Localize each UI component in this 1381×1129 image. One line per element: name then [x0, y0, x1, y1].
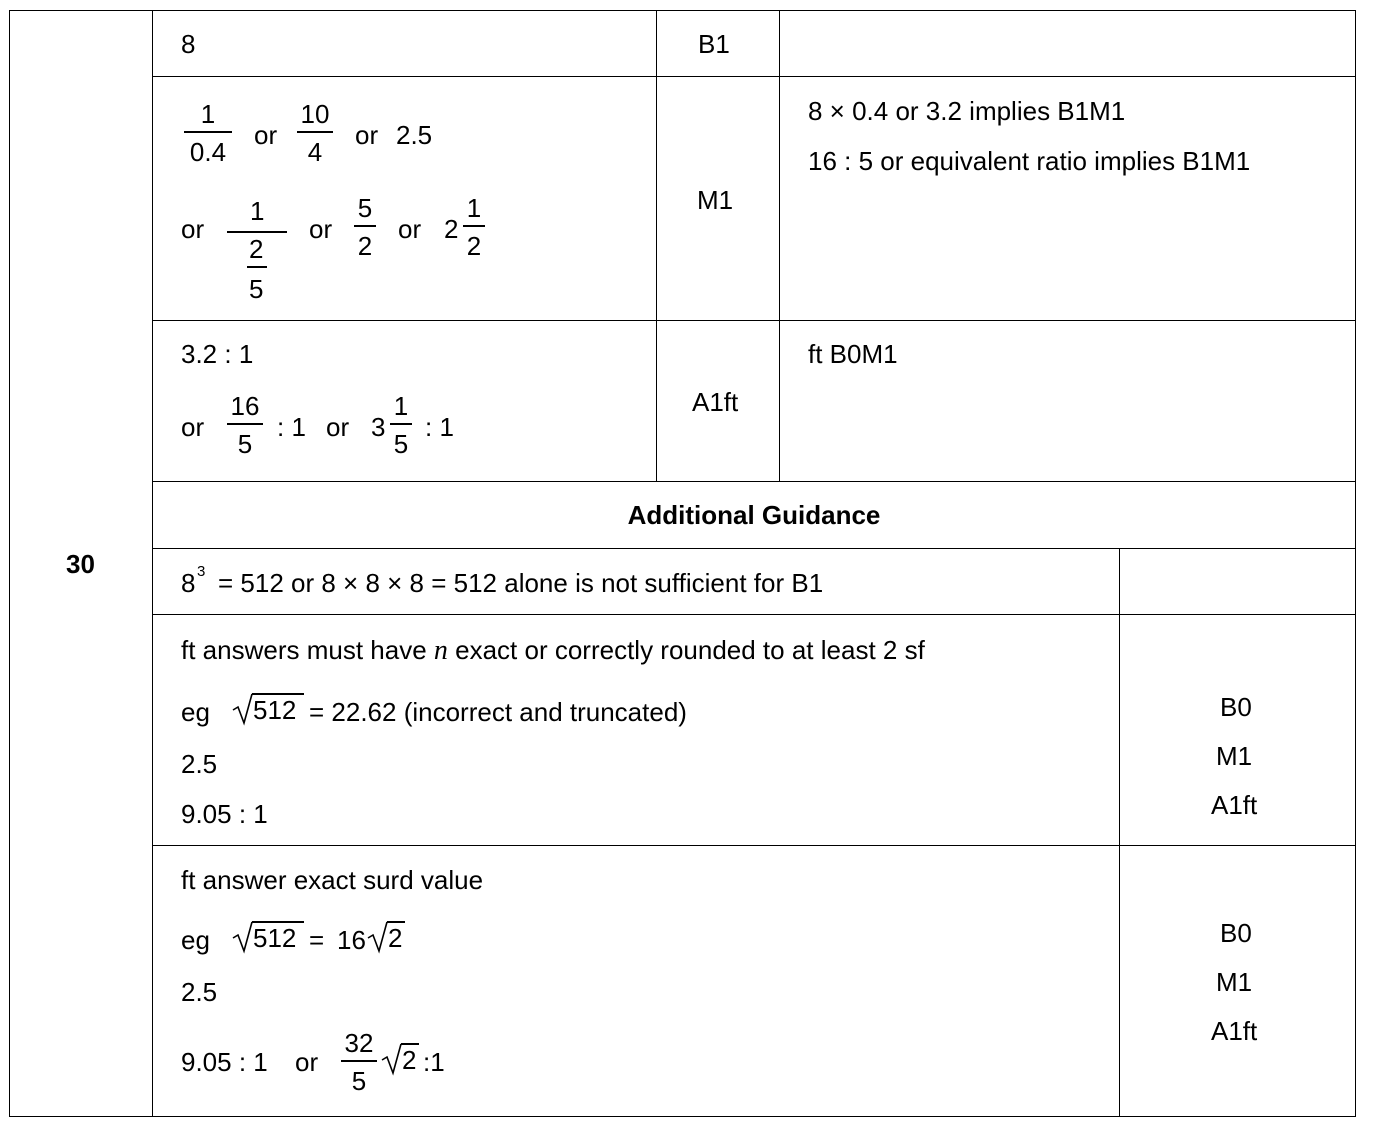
- additional-guidance-heading: Additional Guidance: [627, 500, 881, 530]
- divider-question: [152, 10, 153, 1117]
- fraction-32-over-5: 32 5: [341, 1030, 377, 1094]
- row-line-6: [152, 845, 1356, 846]
- row-line-2: [152, 320, 1356, 321]
- row-line-3: [152, 481, 1356, 482]
- fraction-10-over-4: 10 4: [297, 101, 333, 165]
- row1-answer: 8: [181, 29, 196, 59]
- fraction-1-over-0.4: 1 0.4: [184, 101, 232, 165]
- divider-guidance-mark: [1119, 548, 1120, 1117]
- fraction-16-over-5: 16 5: [227, 393, 263, 457]
- question-number: 30: [66, 549, 95, 579]
- divider-mark: [656, 10, 657, 481]
- fraction-5-over-2: 5 2: [354, 195, 376, 259]
- square-root-icon: [381, 1043, 403, 1075]
- row-line-4: [152, 548, 1356, 549]
- row-line-5: [152, 614, 1356, 615]
- border-right: [1355, 10, 1356, 1117]
- row1-mark: B1: [698, 29, 730, 59]
- row2-comment-1: 8 × 0.4 or 3.2 implies B1M1: [808, 96, 1126, 126]
- mixed-fraction-3-1-5: 1 5: [390, 393, 412, 457]
- row3-comment: ft B0M1: [808, 339, 898, 369]
- row-line-1: [152, 76, 1356, 77]
- square-root-icon: [232, 921, 254, 953]
- divider-comment: [779, 10, 780, 481]
- row2-comment-2: 16 : 5 or equivalent ratio implies B1M1: [808, 146, 1251, 176]
- border-left: [9, 10, 10, 1117]
- row3-mark: A1ft: [692, 387, 739, 417]
- row2-mark: M1: [697, 185, 734, 215]
- square-root-icon: [367, 921, 389, 953]
- border-top: [9, 10, 1356, 11]
- square-root-icon: [232, 693, 254, 725]
- border-bottom: [9, 1116, 1356, 1117]
- mixed-fraction-2-1-2: 1 2: [463, 195, 485, 259]
